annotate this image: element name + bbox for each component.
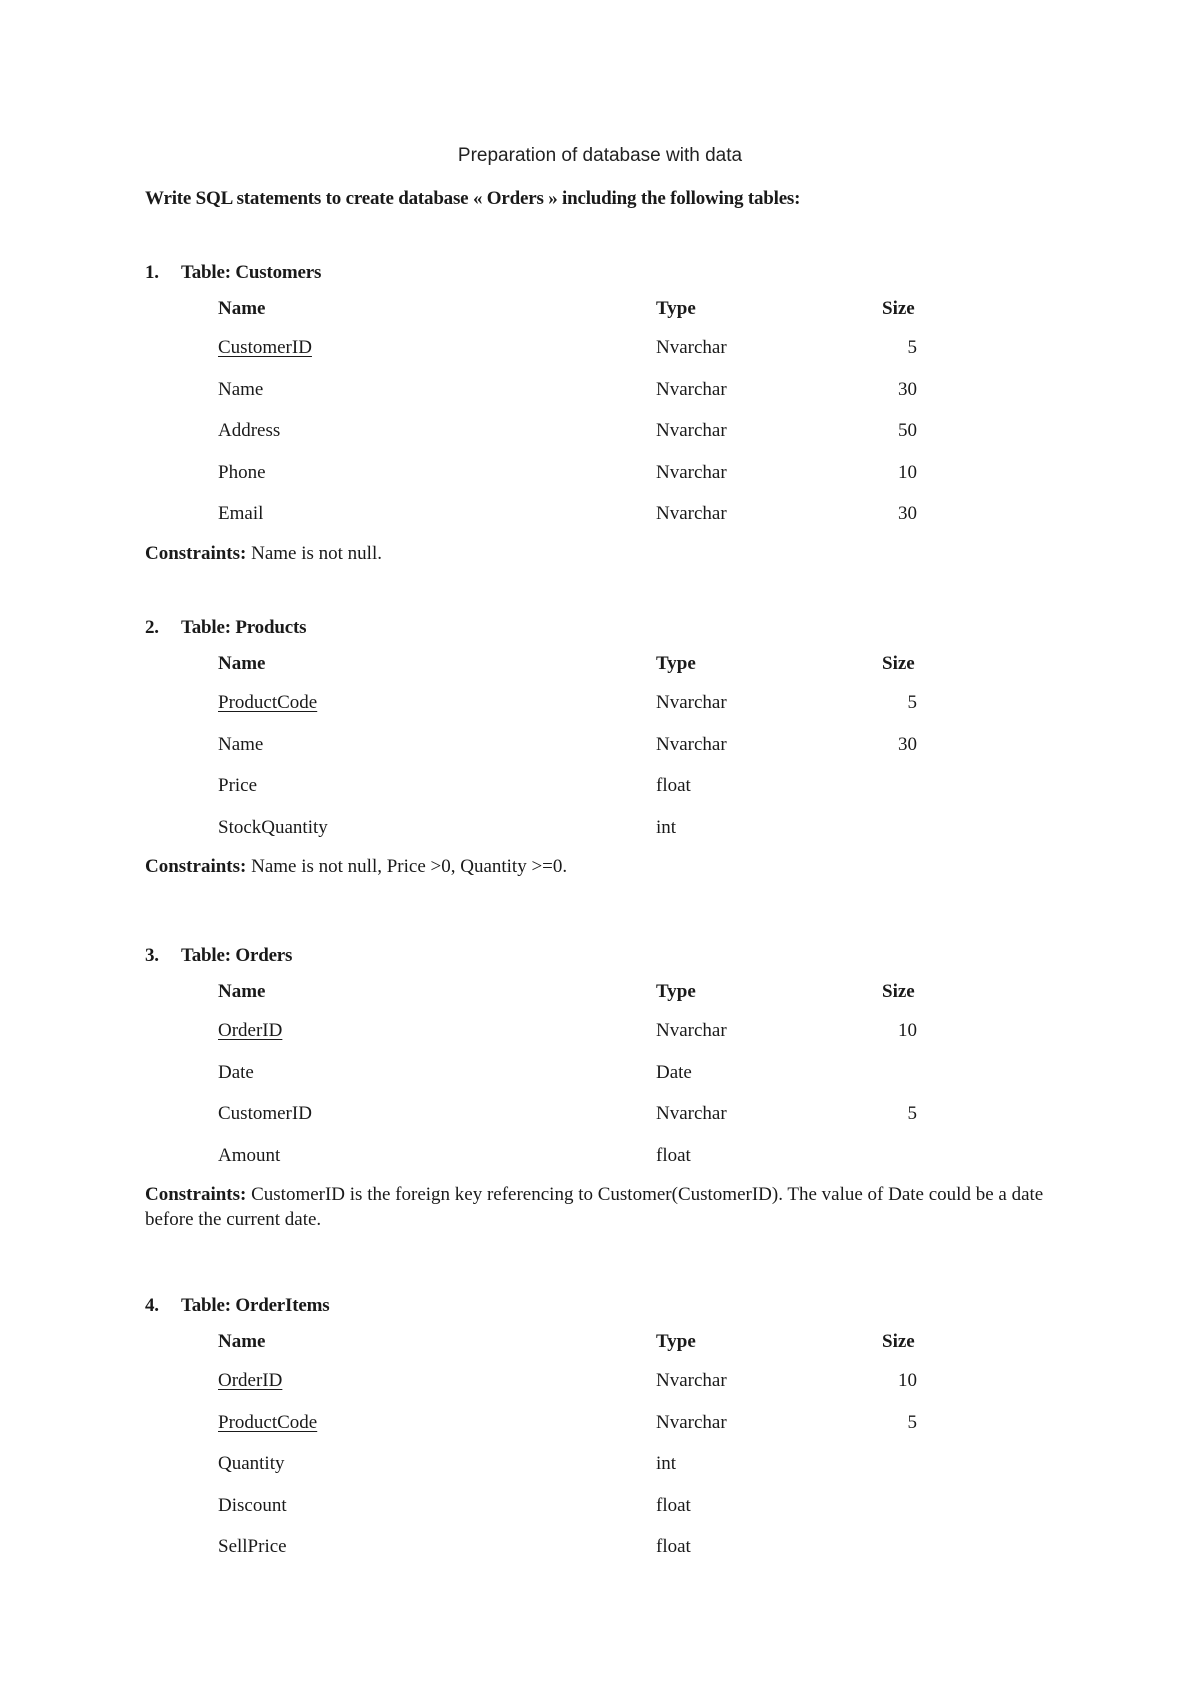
table-row <box>145 1135 1065 1177</box>
constraints-value: Name is not null, Price >0, Quantity >=0. <box>251 856 568 877</box>
column-header-type: Type <box>656 981 696 1002</box>
section-title: Table: Orders <box>181 945 293 966</box>
table-row <box>145 1526 1065 1568</box>
field-type: int <box>656 816 677 838</box>
section-title: Table: Products <box>181 617 307 638</box>
field-name-primary-key: ProductCode <box>218 692 318 713</box>
column-header-size: Size <box>882 653 915 674</box>
field-name: Amount <box>218 1144 281 1166</box>
constraints-text <box>145 1182 1065 1232</box>
field-type: float <box>656 775 691 796</box>
field-type: float <box>656 1536 691 1557</box>
column-header-row <box>145 291 1065 327</box>
table-row <box>145 765 1065 807</box>
column-header-type: Type <box>656 1331 696 1352</box>
intro-instruction: Write SQL statements to create database « Orders » including the following tables: <box>145 188 801 209</box>
field-type: Nvarchar <box>656 420 727 441</box>
table-row <box>145 1443 1065 1485</box>
field-type: Nvarchar <box>656 503 727 524</box>
field-name: CustomerID <box>218 1103 312 1124</box>
field-size: 5 <box>907 692 917 713</box>
field-name: Name <box>218 378 264 400</box>
constraints-value: Name is not null. <box>251 542 382 564</box>
table-row <box>145 724 1065 766</box>
constraints-text <box>145 541 1065 566</box>
column-header-name: Name <box>218 981 266 1002</box>
field-name: StockQuantity <box>218 816 328 838</box>
field-name: Email <box>218 503 264 524</box>
section-number: 4. <box>145 1295 159 1316</box>
field-size: 50 <box>898 420 917 441</box>
table-row <box>145 493 1065 535</box>
column-header-name: Name <box>218 653 266 674</box>
field-type: int <box>656 1453 677 1474</box>
table-row <box>145 807 1065 849</box>
table-row <box>145 327 1065 369</box>
table-row <box>145 1360 1065 1402</box>
column-header-name: Name <box>218 298 266 319</box>
field-type: Date <box>656 1061 692 1083</box>
document-title: Preparation of database with data <box>457 145 743 166</box>
constraints-value: CustomerID is the foreign key referencing to Customer(CustomerID). The value of Date could be a date before the current date. <box>145 1184 1044 1230</box>
constraints-label: Constraints: <box>145 856 247 877</box>
field-type: Nvarchar <box>656 1103 727 1124</box>
table-row <box>145 1052 1065 1094</box>
field-type: Nvarchar <box>656 733 727 755</box>
field-name-primary-key: CustomerID <box>218 337 312 358</box>
field-name-primary-key: OrderID <box>218 1020 283 1041</box>
section-number: 3. <box>145 945 159 966</box>
constraints-label: Constraints: <box>145 1184 247 1205</box>
field-type: Nvarchar <box>656 1411 727 1433</box>
table-section-orderitems <box>145 1288 1065 1568</box>
field-type: Nvarchar <box>656 692 727 713</box>
field-type: Nvarchar <box>656 337 727 358</box>
table-row <box>145 1485 1065 1527</box>
column-header-size: Size <box>882 1331 915 1352</box>
field-size: 5 <box>907 1411 917 1433</box>
column-header-type: Type <box>656 298 696 319</box>
field-name: Phone <box>218 461 266 483</box>
field-size: 10 <box>898 461 917 483</box>
field-name-primary-key: OrderID <box>218 1370 283 1391</box>
column-header-row <box>145 1324 1065 1360</box>
section-number: 2. <box>145 617 159 638</box>
field-name: Discount <box>218 1494 287 1516</box>
section-heading <box>145 1288 1065 1324</box>
table-row <box>145 682 1065 724</box>
field-size: 5 <box>907 1103 917 1124</box>
table-row <box>145 1010 1065 1052</box>
field-size: 10 <box>898 1020 917 1041</box>
column-header-row <box>145 974 1065 1010</box>
constraints-label: Constraints: <box>145 542 247 564</box>
field-size: 10 <box>898 1370 917 1391</box>
column-header-name: Name <box>218 1331 266 1352</box>
section-heading <box>145 610 1065 646</box>
table-row <box>145 1402 1065 1444</box>
constraints-text <box>145 854 1065 879</box>
field-name-primary-key: ProductCode <box>218 1411 318 1433</box>
table-row <box>145 1093 1065 1135</box>
field-size: 30 <box>898 733 917 755</box>
field-size: 30 <box>898 503 917 524</box>
field-type: float <box>656 1494 691 1516</box>
table-section-products <box>145 610 1065 879</box>
section-title: Table: Customers <box>181 262 322 283</box>
section-number: 1. <box>145 262 159 283</box>
section-heading <box>145 938 1065 974</box>
field-name: Price <box>218 775 258 796</box>
field-type: Nvarchar <box>656 461 727 483</box>
table-row <box>145 410 1065 452</box>
field-type: Nvarchar <box>656 1370 727 1391</box>
field-type: float <box>656 1144 691 1166</box>
field-name: Quantity <box>218 1453 285 1474</box>
section-title: Table: OrderItems <box>181 1295 330 1316</box>
column-header-row <box>145 646 1065 682</box>
table-section-orders <box>145 938 1065 1232</box>
column-header-size: Size <box>882 298 915 319</box>
field-name: Address <box>218 420 281 441</box>
field-name: SellPrice <box>218 1536 287 1557</box>
field-size: 30 <box>898 378 917 400</box>
table-row <box>145 452 1065 494</box>
field-size: 5 <box>907 337 917 358</box>
column-header-size: Size <box>882 981 915 1002</box>
table-row <box>145 369 1065 411</box>
field-type: Nvarchar <box>656 1020 727 1041</box>
field-name: Name <box>218 733 264 755</box>
field-name: Date <box>218 1061 254 1083</box>
field-type: Nvarchar <box>656 378 727 400</box>
section-heading <box>145 255 1065 291</box>
column-header-type: Type <box>656 653 696 674</box>
table-section-customers <box>145 255 1065 566</box>
